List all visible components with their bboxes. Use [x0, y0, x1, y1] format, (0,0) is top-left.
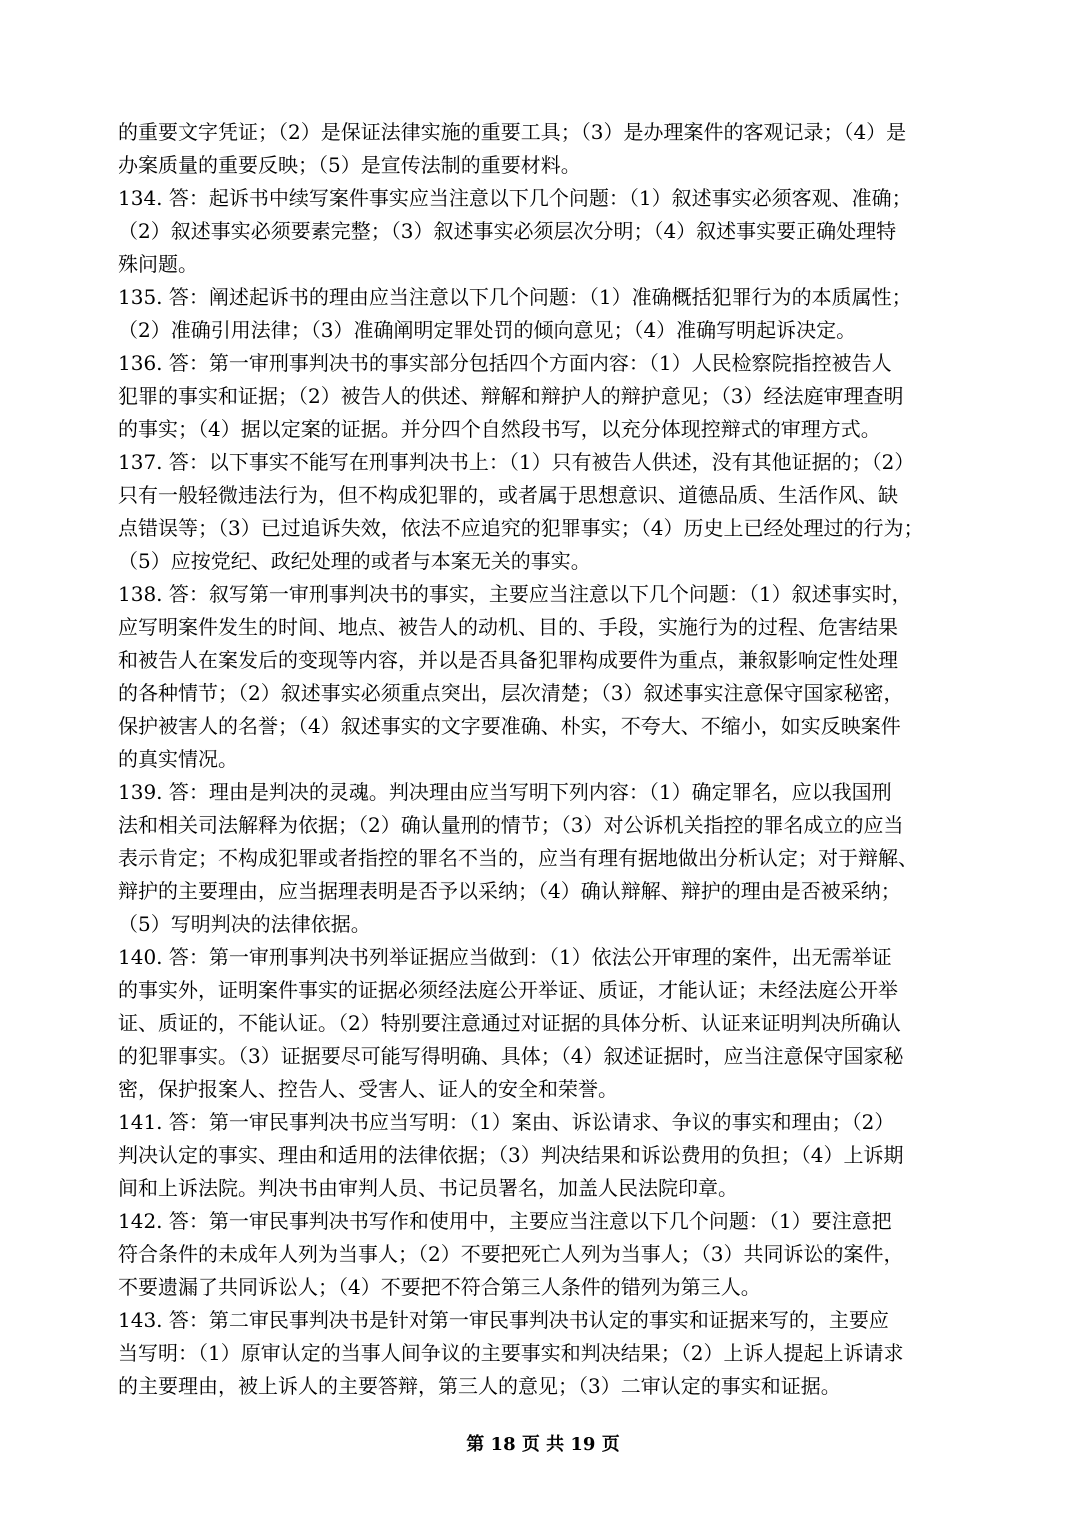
text-line: 保护被害人的名誉；（4）叙述事实的文字要准确、朴实，不夸大、不缩小，如实反映案件: [118, 714, 901, 738]
text-line: 符合条件的未成年人列为当事人；（2）不要把死亡人列为当事人；（3）共同诉讼的案件，: [118, 1242, 904, 1266]
text-line: 135. 答：阐述起诉书的理由应当注意以下几个问题：（1）准确概括犯罪行为的本质属性；: [118, 285, 912, 309]
text-line: 140. 答：第一审刑事判决书列举证据应当做到：（1）依法公开审理的案件，出无需举证: [118, 945, 892, 969]
text-line: 不要遗漏了共同诉讼人；（4）不要把不符合第三人条件的错列为第三人。: [118, 1275, 761, 1299]
text-line: （2）叙述事实必须要素完整；（3）叙述事实必须层次分明；（4）叙述事实要正确处理特: [118, 219, 897, 243]
text-line: 点错误等；（3）已过追诉失效，依法不应追究的犯罪事实；（4）历史上已经处理过的行为；: [118, 516, 924, 540]
text-line: 判决认定的事实、理由和适用的法律依据；（3）判决结果和诉讼费用的负担；（4）上诉期: [118, 1143, 904, 1167]
text-line: 的重要文字凭证；（2）是保证法律实施的重要工具；（3）是办理案件的客观记录；（4）是: [118, 120, 907, 144]
text-line: 138. 答：叙写第一审刑事判决书的事实，主要应当注意以下几个问题：（1）叙述事实时，: [118, 582, 912, 606]
text-line: 密，保护报案人、控告人、受害人、证人的安全和荣誉。: [118, 1077, 618, 1101]
text-line: 137. 答：以下事实不能写在刑事判决书上：（1）只有被告人供述，没有其他证据的；（2）: [118, 450, 915, 474]
text-line: 应写明案件发生的时间、地点、被告人的动机、目的、手段，实施行为的过程、危害结果: [118, 615, 898, 639]
text-line: 法和相关司法解释为依据；（2）确认量刑的情节；（3）对公诉机关指控的罪名成立的应当: [118, 813, 904, 837]
text-line: 当写明：（1）原审认定的当事人间争议的主要事实和判决结果；（2）上诉人提起上诉请求: [118, 1341, 904, 1365]
text-line: 辩护的主要理由，应当据理表明是否予以采纳；（4）确认辩解、辩护的理由是否被采纳；: [118, 879, 901, 903]
text-line: 只有一般轻微违法行为，但不构成犯罪的，或者属于思想意识、道德品质、生活作风、缺: [118, 483, 898, 507]
text-line: 间和上诉法院。判决书由审判人员、书记员署名，加盖人民法院印章。: [118, 1176, 738, 1200]
text-line: 和被告人在案发后的变现等内容，并以是否具备犯罪构成要件为重点，兼叙影响定性处理: [118, 648, 898, 672]
text-line: 141. 答：第一审民事判决书应当写明：（1）案由、诉讼请求、争议的事实和理由；（2）: [118, 1110, 895, 1134]
text-line: 的主要理由，被上诉人的主要答辩，第三人的意见；（3）二审认定的事实和证据。: [118, 1374, 841, 1398]
text-line: 的事实外，证明案件事实的证据必须经法庭公开举证、质证，才能认证；未经法庭公开举: [118, 978, 898, 1002]
text-line: （2）准确引用法律；（3）准确阐明定罪处罚的倾向意见；（4）准确写明起诉决定。: [118, 318, 857, 342]
text-line: 证、质证的，不能认证。（2）特别要注意通过对证据的具体分析、认证来证明判决所确认: [118, 1011, 901, 1035]
text-line: 犯罪的事实和证据；（2）被告人的供述、辩解和辩护人的辩护意见；（3）经法庭审理查明: [118, 384, 904, 408]
page-number-footer: 第 18 页 共 19 页: [466, 1434, 620, 1455]
text-line: （5）应按党纪、政纪处理的或者与本案无关的事实。: [118, 549, 591, 573]
text-line: 的各种情节；（2）叙述事实必须重点突出，层次清楚；（3）叙述事实注意保守国家秘密，: [118, 681, 904, 705]
text-line: 殊问题。: [118, 252, 198, 276]
document-body: [118, 116, 970, 1416]
text-line: 136. 答：第一审刑事判决书的事实部分包括四个方面内容：（1）人民检察院指控被告人: [118, 351, 892, 375]
text-line: （5）写明判决的法律依据。: [118, 912, 371, 936]
text-line: 139. 答：理由是判决的灵魂。判决理由应当写明下列内容：（1）确定罪名，应以我国刑: [118, 780, 892, 804]
text-line: 的犯罪事实。（3）证据要尽可能写得明确、具体；（4）叙述证据时，应当注意保守国家秘: [118, 1044, 904, 1068]
text-line: 142. 答：第一审民事判决书写作和使用中，主要应当注意以下几个问题：（1）要注意把: [118, 1209, 892, 1233]
text-line: 的真实情况。: [118, 747, 238, 771]
text-line: 的事实；（4）据以定案的证据。并分四个自然段书写，以充分体现控辩式的审理方式。: [118, 417, 881, 441]
text-line: 143. 答：第二审民事判决书是针对第一审民事判决书认定的事实和证据来写的，主要应: [118, 1308, 889, 1332]
text-line: 134. 答：起诉书中续写案件事实应当注意以下几个问题：（1）叙述事实必须客观、准确；: [118, 186, 912, 210]
text-line: 办案质量的重要反映；（5）是宣传法制的重要材料。: [118, 153, 581, 177]
text-line: 表示肯定；不构成犯罪或者指控的罪名不当的，应当有理有据地做出分析认定；对于辩解、: [118, 846, 918, 870]
